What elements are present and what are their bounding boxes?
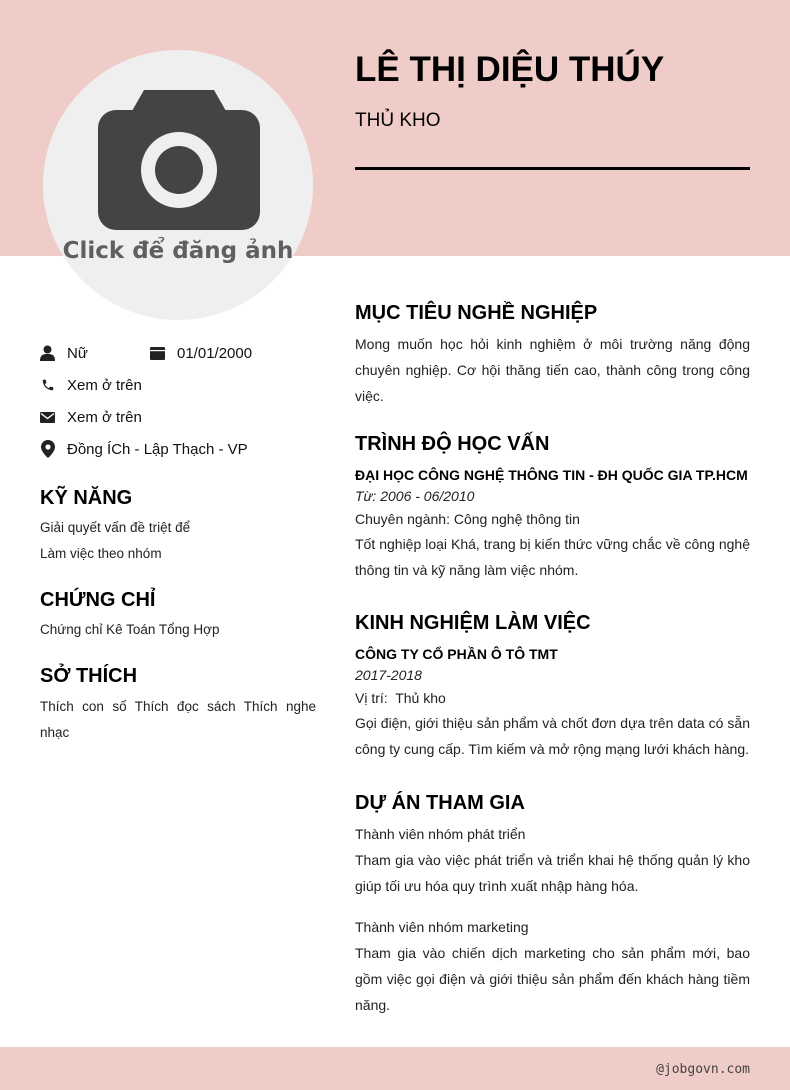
contact-address[interactable] [40,439,248,459]
job-title[interactable]: THỦ KHO [355,110,441,131]
certificate-item[interactable]: Chứng chỉ Kê Toán Tổng Hợp [40,622,220,637]
experience-description[interactable]: Gọi điện, giới thiệu sản phẩm và chốt đơn dựa trên data có sẵn công ty cung cấp. Tìm kiếm và mở rộng mạng lưới khách hàng. [355,715,750,757]
contact-gender[interactable] [40,343,88,363]
calendar-icon [150,345,165,361]
education-heading[interactable]: TRÌNH ĐỘ HỌC VẤN [355,433,550,455]
title-divider [355,167,750,170]
experience-section [355,612,750,762]
education-period[interactable]: Từ: 2006 - 06/2010 [355,488,475,504]
hobbies-text[interactable]: Thích con số Thích đọc sách Thích nghe nhạc [40,699,316,740]
certificates-section [40,589,316,643]
footer-watermark: @jobgovn.com [656,1062,750,1077]
hobbies-section [40,665,316,746]
location-pin-icon [40,441,55,457]
avatar-upload-label: Click để đăng ảnh [62,238,294,264]
user-icon [40,345,55,361]
avatar-upload[interactable] [43,50,313,320]
project-description[interactable]: Tham gia vào chiến dịch marketing cho sản phẩm mới, bao gồm việc gọi điện và giới thiệu sản phẩm đến khách hàng tiềm năng. [355,945,750,1013]
project-description[interactable]: Tham gia vào việc phát triển và triển khai hệ thống quản lý kho giúp tối ưu hóa quy trình xuất nhập hàng hóa. [355,852,750,894]
objective-heading[interactable]: MỤC TIÊU NGHỀ NGHIỆP [355,302,598,324]
gender-value: Nữ [67,344,88,362]
phone-icon [40,377,55,393]
education-major[interactable]: Chuyên ngành: Công nghệ thông tin [355,511,580,527]
hobbies-heading[interactable]: SỞ THÍCH [40,665,138,687]
project-role[interactable]: Thành viên nhóm phát triển [355,826,526,842]
education-section [355,433,750,583]
experience-position[interactable]: Vị trí: Thủ kho [355,690,446,706]
contact-birthday[interactable] [150,343,252,363]
contact-email[interactable] [40,407,142,427]
projects-heading[interactable]: DỰ ÁN THAM GIA [355,792,525,814]
skills-section [40,487,316,567]
education-school[interactable]: ĐẠI HỌC CÔNG NGHỆ THÔNG TIN - ĐH QUỐC GIA TP.HCM [355,467,748,483]
experience-heading[interactable]: KINH NGHIỆM LÀM VIỆC [355,612,591,634]
address-value: Đồng ÍCh - Lập Thạch - VP [67,440,248,458]
mail-icon [40,409,55,425]
birthday-value: 01/01/2000 [177,344,253,362]
experience-period[interactable]: 2017-2018 [355,667,422,683]
project-role[interactable]: Thành viên nhóm marketing [355,919,529,935]
email-value: Xem ở trên [67,408,142,426]
objective-section [355,302,750,409]
candidate-name[interactable]: LÊ THỊ DIỆU THÚY [355,50,665,89]
phone-value: Xem ở trên [67,376,142,394]
education-description[interactable]: Tốt nghiệp loại Khá, trang bị kiến thức vững chắc về công nghệ thông tin và kỹ năng làm việc nhóm. [355,536,750,578]
projects-section [355,792,750,1018]
skill-item[interactable]: Làm việc theo nhóm [40,546,162,561]
objective-text[interactable]: Mong muốn học hỏi kinh nghiệm ở môi trường năng động chuyên nghiệp. Cơ hội thăng tiến cao, thành công trong công việc. [355,336,750,404]
contact-phone[interactable] [40,375,142,395]
certificates-heading[interactable]: CHỨNG CHỈ [40,589,156,611]
skills-heading[interactable]: KỸ NĂNG [40,487,133,509]
experience-company[interactable]: CÔNG TY CỔ PHẦN Ô TÔ TMT [355,646,558,662]
camera-icon [98,90,260,230]
skill-item[interactable]: Giải quyết vấn đề triệt để [40,520,191,535]
